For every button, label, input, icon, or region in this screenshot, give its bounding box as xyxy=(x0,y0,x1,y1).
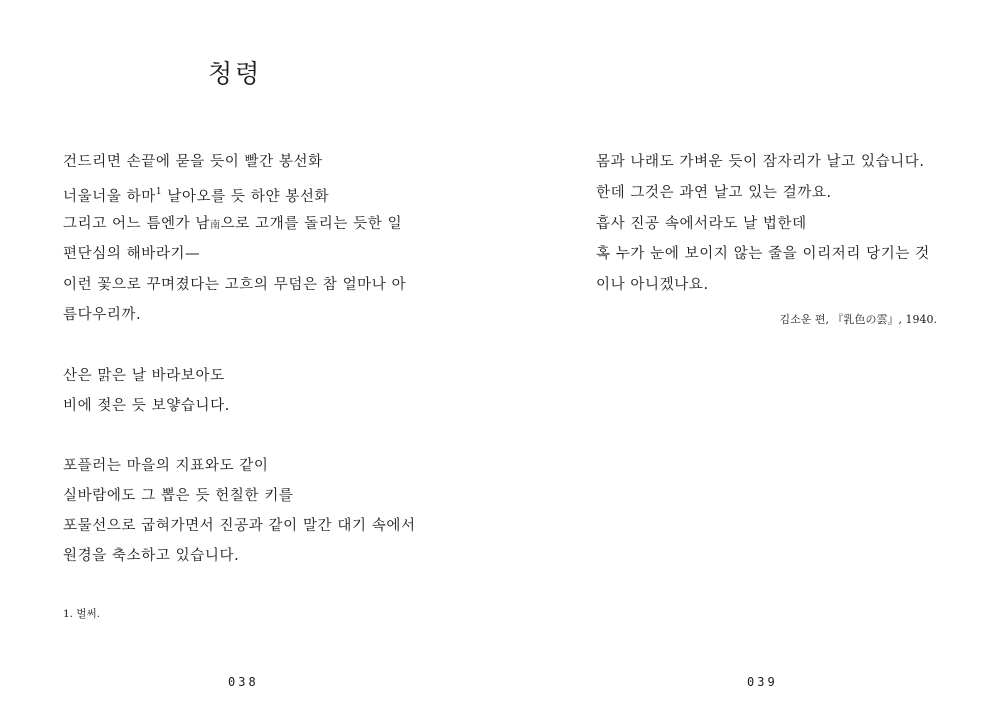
poem-line: 몸과 나래도 가벼운 듯이 잠자리가 날고 있습니다. xyxy=(596,154,925,170)
poem-line: 실바람에도 그 뽑은 듯 헌칠한 키를 xyxy=(63,488,294,504)
poem-line: 이런 꽃으로 꾸며졌다는 고흐의 무덤은 참 얼마나 아 xyxy=(63,277,407,293)
poem-line: 흡사 진공 속에서라도 날 법한데 xyxy=(596,216,807,232)
poem-line: 산은 맑은 날 바라보아도 xyxy=(63,368,225,384)
poem-line-text: 너울너울 하마 xyxy=(63,188,156,205)
poem-line: 비에 젖은 듯 보얗습니다. xyxy=(63,398,230,414)
poem-line: 름다우리까. xyxy=(63,307,142,323)
poem-line: 건드리면 손끝에 묻을 듯이 빨간 봉선화 xyxy=(63,154,323,170)
poem-line: 한데 그것은 과연 날고 있는 걸까요. xyxy=(596,185,832,201)
poem-line-text: 그리고 어느 틈엔가 남 xyxy=(63,216,211,232)
page-number: 039 xyxy=(747,675,778,689)
poem-line: 원경을 축소하고 있습니다. xyxy=(63,548,240,564)
right-page xyxy=(500,0,1000,714)
hanja-annotation: 南 xyxy=(210,220,221,231)
poem-line: 혹 누가 눈에 보이지 않는 줄을 이리저리 당기는 것 xyxy=(596,246,930,262)
poem-title: 청령 xyxy=(208,59,263,88)
poem-line: 포플러는 마을의 지표와도 같이 xyxy=(63,458,269,474)
page-number: 038 xyxy=(228,675,259,689)
footnote-marker: 1 xyxy=(155,187,163,197)
poem-line xyxy=(63,183,329,207)
poem-line: 이나 아니겠나요. xyxy=(596,277,709,293)
poem-line: 포물선으로 굽혀가면서 진공과 같이 말간 대기 속에서 xyxy=(63,518,416,534)
footnote: 1. 벌써. xyxy=(63,608,100,620)
poem-line: 편단심의 해바라기— xyxy=(63,246,201,262)
source-citation: 김소운 편, 『乳色の雲』, 1940. xyxy=(779,313,937,326)
poem-line-text: 으로 고개를 돌리는 듯한 일 xyxy=(220,216,403,232)
poem-line-text: 날아오를 듯 하얀 봉선화 xyxy=(167,188,330,205)
poem-line xyxy=(63,214,402,236)
